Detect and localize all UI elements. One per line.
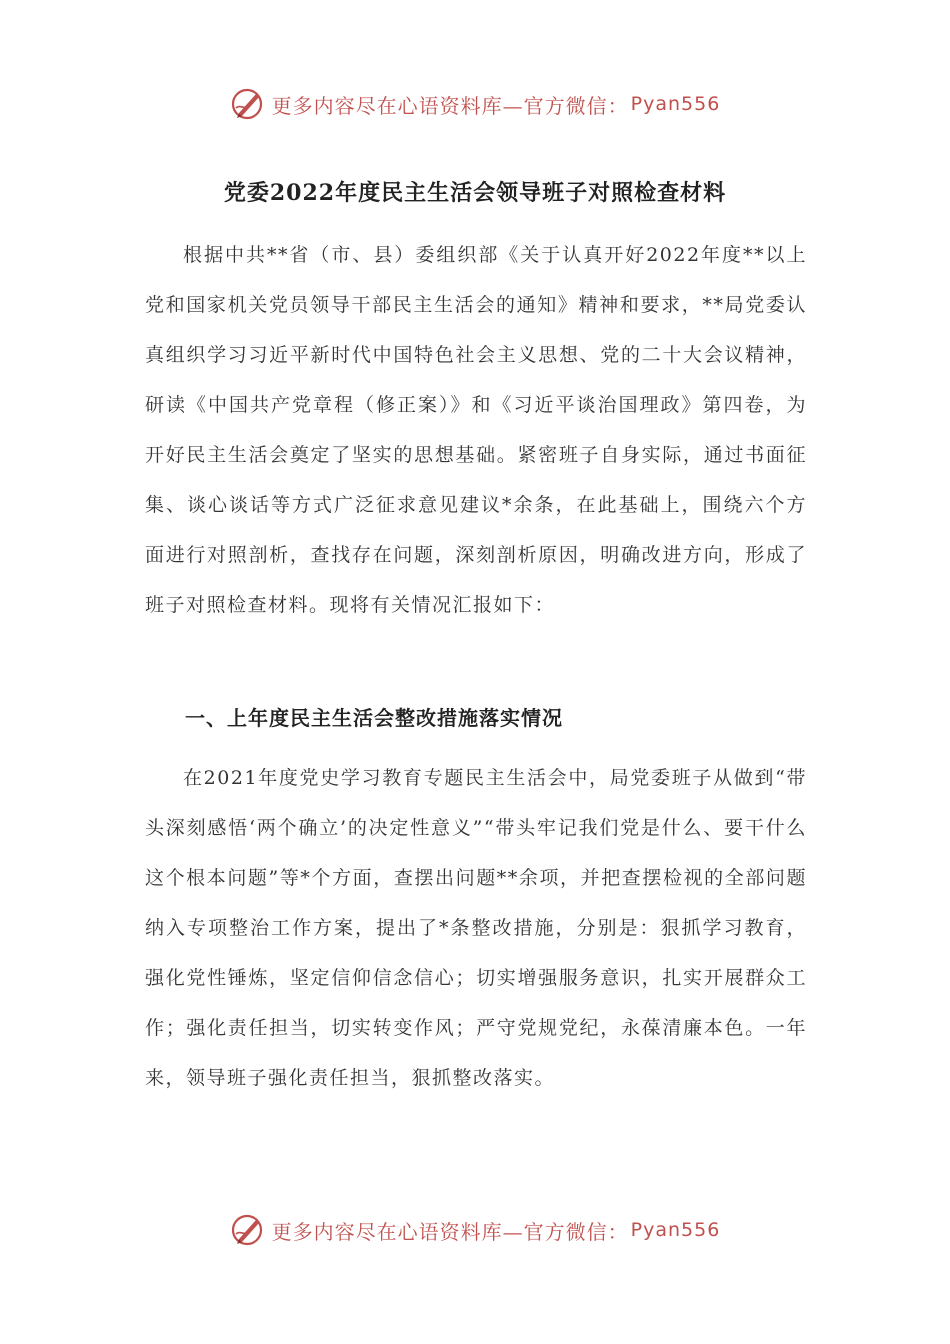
watermark-wechat-id: Pyan556	[630, 1219, 721, 1241]
footer-watermark	[0, 1208, 950, 1252]
pen-logo-icon	[230, 86, 266, 122]
intro-paragraph: 根据中共**省（市、县）委组织部《关于认真开好2022年度**以上党和国家机关党员领导干部民主生活会的通知》精神和要求，**局党委认真组织学习习近平新时代中国特色社会主义思想、党的二十大会议精神，研读《中国共产党章程（修正案）》和《习近平谈治国理政》第四卷，为开好民主生活会奠定了坚实的思想基础。紧密班子自身实际，通过书面征集、谈心谈话等方式广泛征求意见建议*余条，在此基础上，围绕六个方面进行对照剖析，查找存在问题，深刻剖析原因，明确改进方向，形成了班子对照检查材料。现将有关情况汇报如下：	[145, 244, 807, 616]
document-title: 党委2022年度民主生活会领导班子对照检查材料	[223, 180, 727, 206]
pen-logo-icon	[230, 1212, 266, 1248]
header-watermark	[0, 82, 950, 126]
watermark-text: 更多内容尽在心语资料库—官方微信：	[271, 1219, 629, 1244]
section-1-paragraph: 在2021年度党史学习教育专题民主生活会中，局党委班子从做到“带头深刻感悟‘两个确立’的决定性意义”“带头牢记我们党是什么、要干什么这个根本问题”等*个方面，查摆出问题**余项，并把查摆检视的全部问题纳入专项整治工作方案，提出了*条整改措施，分别是：狠抓学习教育，强化党性锤炼，坚定信仰信念信心；切实增强服务意识，扎实开展群众工作；强化责任担当，切实转变作风；严守党规党纪，永葆清廉本色。一年来，领导班子强化责任担当，狠抓整改落实。	[145, 767, 807, 1089]
watermark-wechat-id: Pyan556	[630, 93, 721, 115]
watermark-text: 更多内容尽在心语资料库—官方微信：	[271, 93, 629, 118]
section-heading-1: 一、上年度民主生活会整改措施落实情况	[185, 706, 563, 730]
